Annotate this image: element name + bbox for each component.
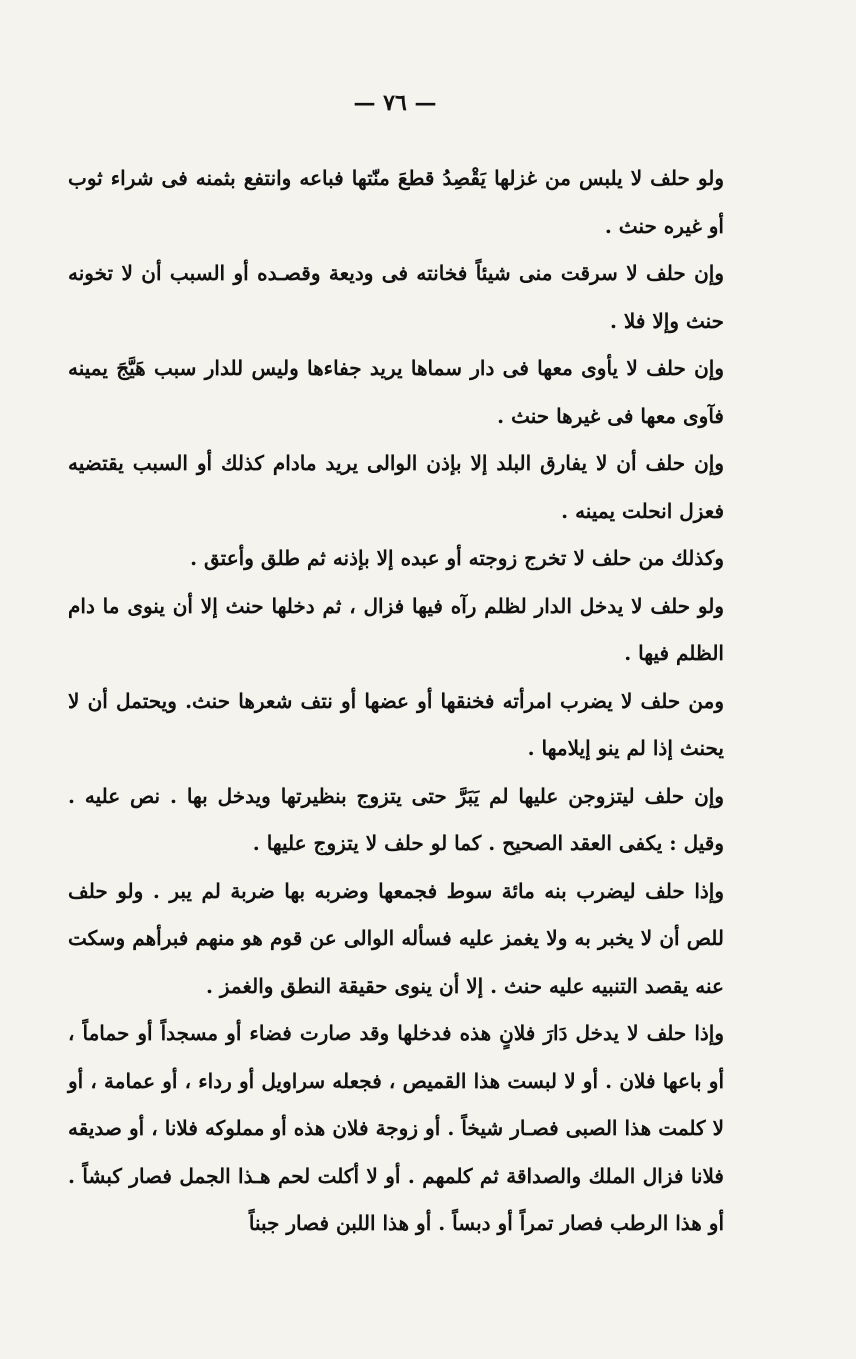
paragraph-3: وإن حلف لا يأوى معها فى دار سماها يريد جفاءها وليس للدار سبب هَيَّجَ يمينه فآوى معها فى غيرها حنث . [68,356,724,428]
paragraph-2: وإن حلف لا سرقت منى شيئاً فخانته فى وديعة وقصـده أو السبب أن لا تخونه حنث وإلا فلا . [68,261,724,333]
paragraph-1: ولو حلف لا يلبس من غزلها يَقْصِدُ قطعَ منّتها فباعه وانتفع بثمنه فى شراء ثوب أو غيره حنث . [68,166,724,238]
paragraph-6: ولو حلف لا يدخل الدار لظلم رآه فيها فزال ، ثم دخلها حنث إلا أن ينوى ما دام الظلم فيها . [68,593,724,665]
paragraph-9: وإذا حلف ليضرب بنه مائة سوط فجمعها وضربه بها ضربة لم يبر . ولو حلف للص أن لا يخبر به ولا يغمز عليه فسأله الوالى عن قوم هو منهم فبرأهم وسكت عنه يقصد التنبيه عليه حنث . إلا أن ينوى حقيقة النطق والغمز . [68,878,724,998]
paragraph-5: وكذلك من حلف لا تخرج زوجته أو عبده إلا بإذنه ثم طلق وأعتق . [190,546,724,570]
paragraph-8: وإن حلف ليتزوجن عليها لم يَبَرَّ حتى يتزوج بنظيرتها ويدخل بها . نص عليه . وقيل : يكفى العقد الصحيح . كما لو حلف لا يتزوج عليها . [68,783,724,855]
paragraph-7: ومن حلف لا يضرب امرأته فخنقها أو عضها أو نتف شعرها حنث. ويحتمل أن لا يحنث إذا لم ينو إيلامها . [68,688,724,760]
paragraph-4: وإن حلف أن لا يفارق البلد إلا بإذن الوالى يريد مادام كذلك أو السبب يقتضيه فعزل انحلت يمينه . [68,451,724,523]
page-body-text [68,155,724,1248]
paragraph-10: وإذا حلف لا يدخل دَارَ فلانٍ هذه فدخلها وقد صارت فضاء أو مسجداً أو حماماً ، أو باعها فلان . أو لا لبست هذا القميص ، فجعله سراويل أو رداء ، أو عمامة ، أو لا كلمت هذا الصبى فصـار شيخاً . أو زوجة فلان هذه أو مملوكه فلانا ، أو صديقه فلانا فزال الملك والصداقة ثم كلمهم . أو لا أكلت لحم هـذا الجمل فصار كبشاً . أو هذا الرطب فصار تمراً أو دبساً . أو هذا اللبن فصار جبناً [68,1021,724,1235]
page-number: — ٧٦ — [353,90,437,116]
